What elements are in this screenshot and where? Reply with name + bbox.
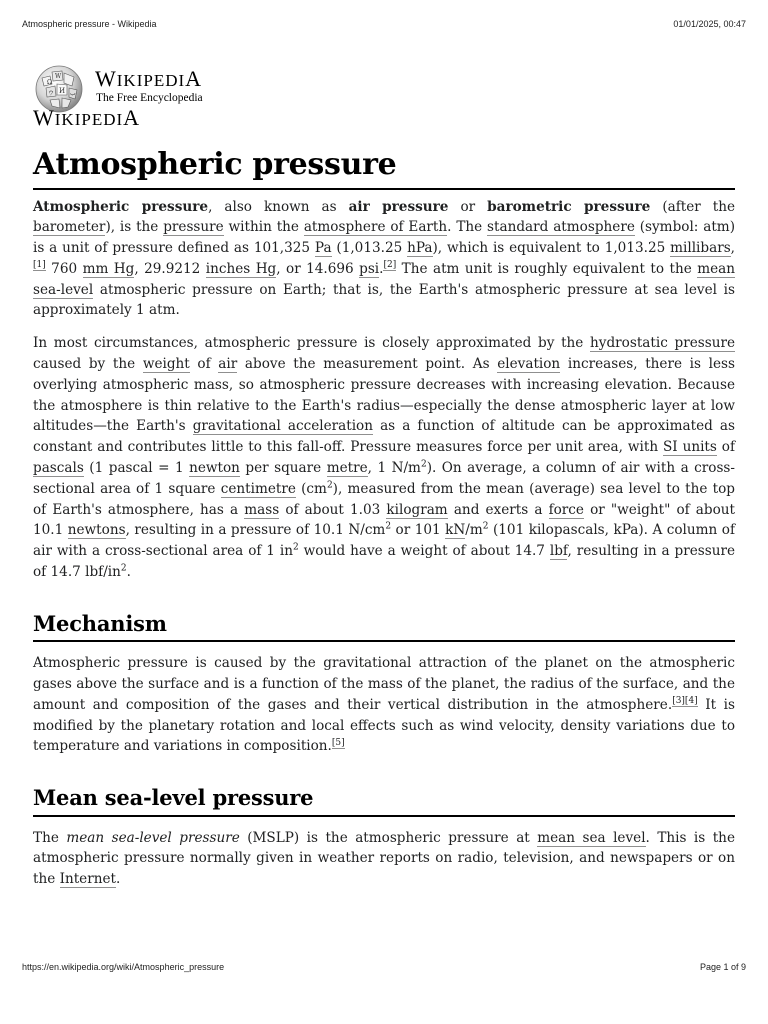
reference-3-4[interactable]: [3][4] [672, 696, 698, 707]
link-barometer[interactable]: barometer [33, 219, 106, 236]
link-kilogram[interactable]: kilogram [386, 501, 448, 518]
link-si-units[interactable]: SI units [662, 439, 717, 456]
link-pressure[interactable]: pressure [163, 219, 224, 236]
link-mm-hg[interactable]: mm Hg [82, 260, 135, 277]
svg-text:И: И [59, 87, 66, 95]
link-air[interactable]: air [218, 356, 238, 373]
link-weight[interactable]: weight [142, 356, 190, 373]
link-mass[interactable]: mass [244, 501, 280, 518]
link-pascals[interactable]: pascals [33, 460, 84, 477]
link-lbf[interactable]: lbf [549, 543, 568, 560]
link-inches-hg[interactable]: inches Hg [205, 260, 277, 277]
link-hydrostatic-pressure[interactable]: hydrostatic pressure [590, 335, 735, 352]
link-kn[interactable]: kN [445, 522, 466, 539]
svg-text:ب: ب [70, 90, 76, 97]
link-hpa[interactable]: hPa [407, 240, 433, 257]
section-heading-mean-sea-level-pressure: Mean sea-level pressure [33, 783, 735, 816]
link-elevation[interactable]: elevation [497, 356, 561, 373]
link-mean-sea-level[interactable]: mean sea-level [33, 260, 735, 298]
link-standard-atmosphere[interactable]: standard atmosphere [487, 219, 635, 236]
svg-text:Ω: Ω [47, 79, 52, 86]
link-gravitational-acceleration[interactable]: gravitational acceleration [192, 418, 373, 435]
link-newtons[interactable]: newtons [67, 522, 126, 539]
link-atmosphere-of-earth[interactable]: atmosphere of Earth [303, 219, 448, 236]
link-psi[interactable]: psi [359, 260, 380, 277]
page-title: Atmospheric pressure [33, 146, 735, 190]
wikipedia-logo[interactable] [33, 60, 735, 130]
mslp-paragraph: The mean sea-level pressure (MSLP) is the atmospheric pressure at mean sea level. This is the atmospheric pressure normally given in weather reports on radio, television, and newspapers or on the Internet. [33, 829, 735, 888]
print-page-number: Page 1 of 9 [699, 962, 746, 972]
link-metre[interactable]: metre [326, 460, 368, 477]
wikipedia-wordmark-text: WIKIPEDIA [33, 105, 141, 130]
section-heading-mechanism: Mechanism [33, 609, 735, 642]
lead-paragraph-2: In most circumstances, atmospheric pressure is closely approximated by the hydrostatic pressure caused by the weight of air above the measurement point. As elevation increases, there is less overlying atmospheric mass, so atmospheric pressure decreases with increasing elevation. Because the atmosphere is thin relative to the Earth's radius—especially the dense atmospheric layer at low altitudes—the Earth's gravitational acceleration as a function of altitude can be approximated as constant and contributes little to this fall-off. Pressure measures force per unit area, with SI units of pascals (1 pascal = 1 newton per square metre, 1 $N/m^2$). On average, a column of air with a cross-sectional area of 1 square centimetre $(cm^2)$, measured from the mean (average) sea level to the top of Earth's atmosphere, has a mass of about 1.03 kilogram and exerts a force or "weight" of about 10.1 newtons, resulting in a pressure of 10.1 $N/cm^2$ or 101 $kN/m^2$ (101 kilopascals, kPa). A column of air with a cross-sectional area of 1 $in^2$ would have a weight of about 14.7 lbf, resulting in a pressure of 14.7 lbf/$in^2$. [33, 335, 736, 581]
print-datetime: 01/01/2025, 00:47 [673, 19, 746, 29]
link-pa[interactable]: Pa [314, 240, 332, 257]
svg-text:ウ: ウ [48, 90, 55, 97]
mechanism-paragraph: Atmospheric pressure is caused by the gravitational attraction of the planet on the atmospheric gases above the surface and is a function of the mass of the planet, the radius of the surface, and the amount and composition of the gases and their vertical distribution in the atmosphere.[3][4] It is modified by the planetary rotation and local effects such as wind velocity, density variations due to temperature and variations in composition.[5] [33, 655, 735, 755]
lead-paragraph-1: Atmospheric pressure, also known as air pressure or barometric pressure (after the barometer), is the pressure within the atmosphere of Earth. The standard atmosphere (symbol: atm) is a unit of pressure defined as 101,325 Pa (1,013.25 hPa), which is equivalent to 1,013.25 millibars,[1] 760 mm Hg, 29.9212 inches Hg, or 14.696 psi.[2] The atm unit is roughly equivalent to the mean sea-level atmospheric pressure on Earth; that is, the Earth's atmospheric pressure at sea level is approximately 1 atm. [33, 198, 736, 319]
link-millibars[interactable]: millibars [670, 240, 731, 257]
print-page-title: Atmospheric pressure - Wikipedia [22, 19, 157, 29]
wikipedia-tagline: The Free Encyclopedia [96, 92, 203, 104]
reference-1[interactable]: [1] [33, 260, 46, 271]
article-content [33, 60, 735, 890]
link-newton[interactable]: newton [189, 460, 240, 477]
print-url: https://en.wikipedia.org/wiki/Atmospheric_pressure [22, 962, 225, 972]
link-force[interactable]: force [548, 501, 584, 518]
link-centimetre[interactable]: centimetre [220, 480, 296, 497]
link-mean-sea-level-2[interactable]: mean sea level [537, 829, 646, 846]
wikipedia-wordmark: WIKIPEDIA [95, 66, 203, 91]
reference-5[interactable]: [5] [331, 737, 345, 748]
link-internet[interactable]: Internet [59, 871, 116, 888]
svg-text:W: W [55, 73, 62, 80]
reference-2[interactable]: [2] [383, 260, 397, 271]
